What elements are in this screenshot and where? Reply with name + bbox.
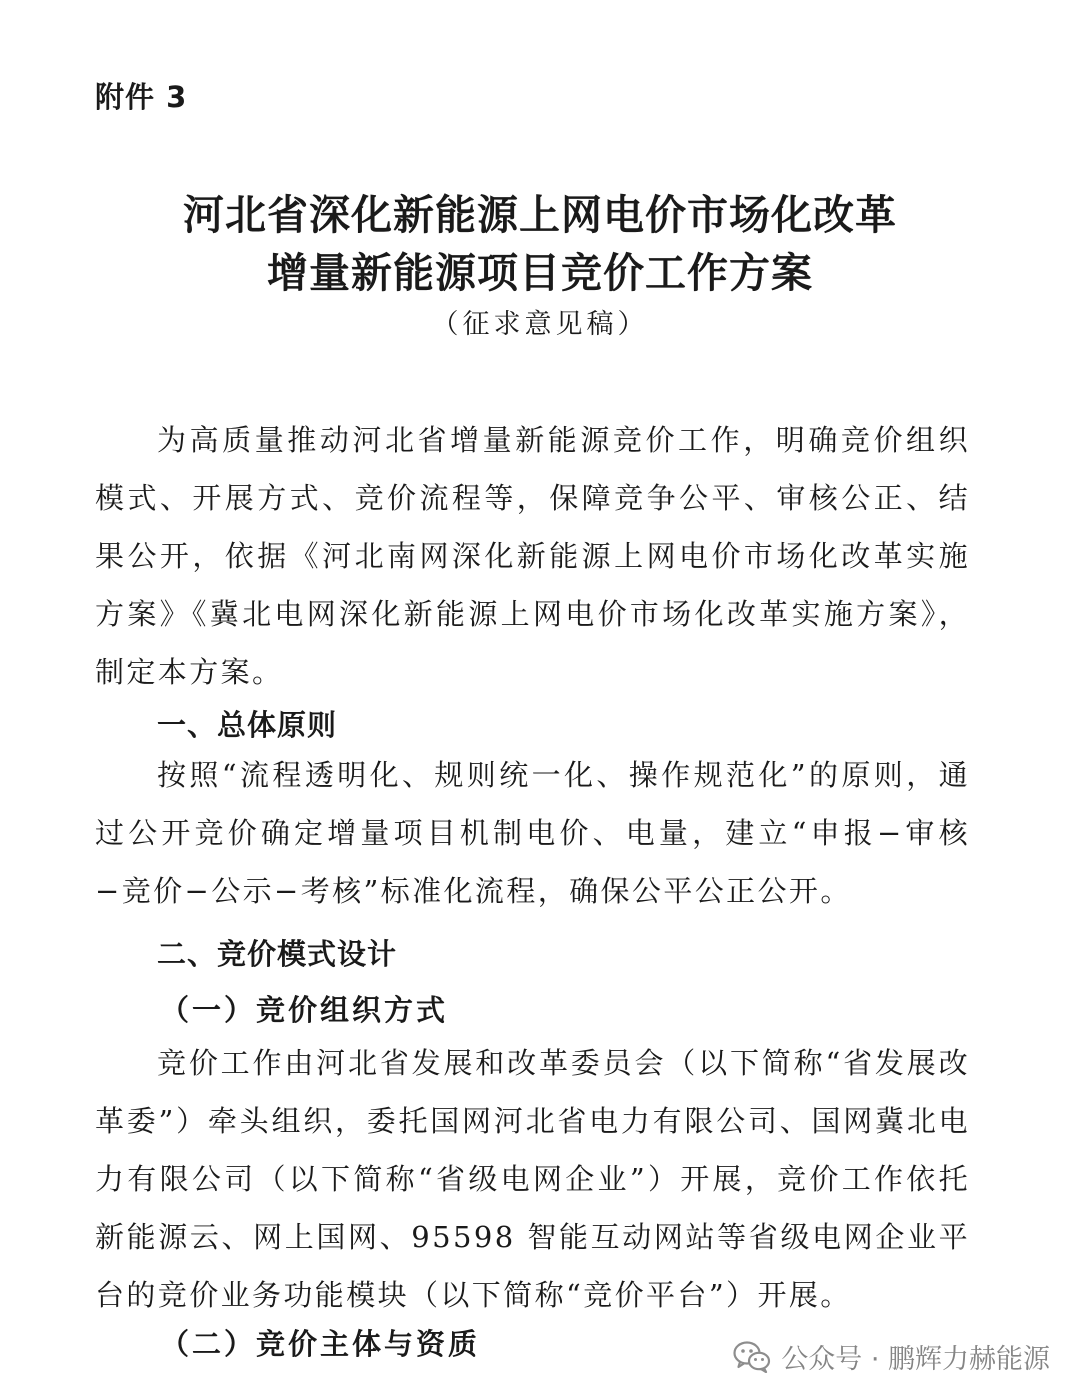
attachment-label: 附件 3 — [95, 80, 188, 114]
document-title-line-2: 增量新能源项目竞价工作方案 — [267, 249, 813, 297]
subsection-2-1-heading: （一）竞价组织方式 — [160, 993, 449, 1027]
subsection-2-2-heading: （二）竞价主体与资质 — [160, 1327, 481, 1361]
watermark-text: 公众号 · 鹏辉力赫能源 — [781, 1344, 1050, 1375]
section-2-heading: 二、竞价模式设计 — [157, 937, 398, 971]
section-1-heading: 一、总体原则 — [157, 708, 338, 742]
subsection-2-1-paragraph: 竞价工作由河北省发展和改革委员会（以下简称“省发展改革委”）牵头组织，委托国网河北省电力有限公司、国网冀北电力有限公司（以下简称“省级电网企业”）开展，竞价工作依托新能源云、网上国网、95598 智能互动网站等省级电网企业平台的竞价业务功能模块（以下简称“竞价平台”）开展。 — [95, 1046, 970, 1312]
section-1-paragraph: 按照“流程透明化、规则统一化、操作规范化”的原则，通过公开竞价确定增量项目机制电价、电量，建立“申报−审核−竞价−公示−考核”标准化流程，确保公平公正公开。 — [95, 758, 970, 908]
draft-subtitle: （征求意见稿） — [431, 309, 649, 340]
intro-paragraph: 为高质量推动河北省增量新能源竞价工作，明确竞价组织模式、开展方式、竞价流程等，保障竞争公平、审核公正、结果公开，依据《河北南网深化新能源上网电价市场化改革实施方案》《冀北电网深化新能源上网电价市场化改革实施方案》，制定本方案。 — [95, 423, 970, 689]
watermark — [733, 1337, 1050, 1376]
wechat-icon — [733, 1341, 771, 1373]
document-title-line-1: 河北省深化新能源上网电价市场化改革 — [183, 191, 897, 239]
